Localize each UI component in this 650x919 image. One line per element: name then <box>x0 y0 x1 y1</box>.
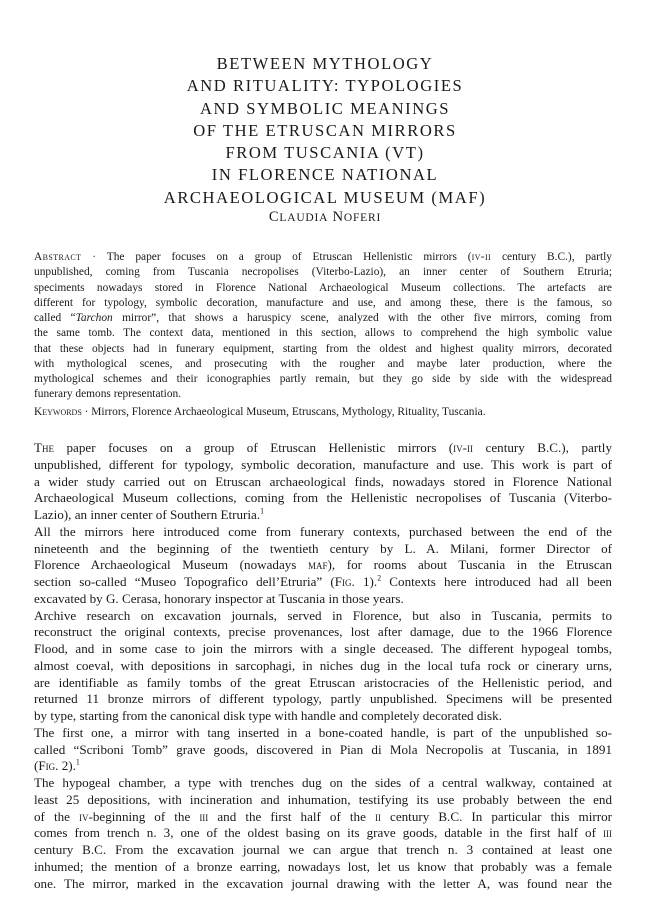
paragraph-line: century B.C. From the excavation journal we can argue that trench n. 3 contained at least one <box>34 842 612 857</box>
footnote-marker: 1 <box>75 757 80 767</box>
footnote-marker: 1 <box>260 506 265 516</box>
paragraph-line: The paper focuses on a group of Etruscan Hellenistic mirrors (iv-ii century B.C.), partly <box>34 440 612 455</box>
title-line: FROM TUSCANIA (VT) <box>225 143 425 163</box>
paragraph-line: one. The mirror, marked in the excavation journal drawing with the letter A, was found near the <box>34 875 612 891</box>
footnote-marker: 2 <box>377 573 382 583</box>
abstract-line: unpublished, coming from Tuscania necropolises (Viterbo-Lazio), an inner center of Southern Etruria; <box>34 266 612 279</box>
paragraph-line: of the iv-beginning of the iii and the first half of the ii century B.C. In particular this mirror <box>34 808 612 824</box>
title-line: IN FLORENCE NATIONAL <box>211 165 439 185</box>
paragraph-line: The hypogeal chamber, a type with trenches dug on the sides of a central walkway, contained at <box>34 775 612 790</box>
title-line: AND SYMBOLIC MEANINGS <box>199 98 451 118</box>
abstract-line: that these objects had in funerary equipment, starting from the oldest and highest quality mirrors, decorated <box>34 342 612 355</box>
paragraph-line: comes from trench n. 3, one of the oldest basing on its grave goods, datable in the first half of iii <box>34 825 612 841</box>
abstract-line: the same tomb. The context data, mentioned in this section, allows to comprehend the high symbolic value <box>34 327 612 340</box>
abstract-line: with mythological scenes, and prosecuting with the rougher and maybe later production, where the <box>34 357 612 370</box>
title-line: ARCHAEOLOGICAL MUSEUM (MAF) <box>163 187 487 207</box>
paragraph-line: Archive research on excavation journals, served in Florence, but also in Tuscania, permits to <box>34 607 612 623</box>
abstract <box>34 250 612 403</box>
paragraph-line: by type, starting from the canonical disk type with handle and completely decorated disk. <box>34 708 502 723</box>
paper-title <box>0 53 650 209</box>
paragraph-line: reconstruct the original contexts, precise provenances, lost after damage, due to the 1966 Florence <box>34 624 612 640</box>
paragraph-line: are identifiable as family tombs of the great Etruscan aristocracies of the Hellenistic period, and <box>34 674 612 690</box>
paragraph-line: nineteenth and the beginning of the twentieth century by L. A. Milani, former Director of <box>34 540 612 556</box>
keywords: Keywords · Mirrors, Florence Archaeological Museum, Etruscans, Mythology, Rituality, Tuscania. <box>34 406 486 418</box>
paragraph-line: least 25 depositions, with incineration and inhumation, testifying its use probably between the end <box>34 791 612 807</box>
paragraph-line: returned 11 bronze mirrors of different typology, partly unpublished. Specimens will be presented <box>34 691 612 707</box>
paragraph-line: inhumed; the mention of a bronze earring, nowadays lost, let us know that probably was a female <box>34 858 612 874</box>
paragraph-line: almost coeval, with depositions in sarcophagi, in niches dug in the local tufa rock or cinerary urns, <box>34 657 612 673</box>
paragraph-line: section so-called “Museo Topografico dell’Etruria” (Fig. 1).$^2$ Contexts here introduced had all been <box>34 573 612 589</box>
keywords-list: Mirrors, Florence Archaeological Museum, Etruscans, Mythology, Rituality, Tuscania. <box>91 406 486 418</box>
paragraph-line: (Fig. 2).$^1$ <box>34 757 80 774</box>
abstract-label: Abstract <box>34 251 82 263</box>
abstract-line: Abstract · The paper focuses on a group of Etruscan Hellenistic mirrors (iv-ii century B.C.), partly <box>34 251 612 263</box>
paragraph-line: All the mirrors here introduced come from funerary contexts, purchased between the end of the <box>34 523 612 539</box>
paragraph-line: Archaeological Museum collections, coming from the Hellenistic necropolises of Tuscania (Viterbo- <box>34 490 612 506</box>
title-line: AND RITUALITY: TYPOLOGIES <box>186 76 464 96</box>
paragraph-line: a wider study carried out on Etruscan archaeological finds, nowadays stored in Florence National <box>34 473 612 489</box>
title-line: OF THE ETRUSCAN MIRRORS <box>193 120 457 140</box>
author-name: CLAUDIA NOFERI <box>268 209 382 225</box>
abstract-line: mythological schemes and their iconographies partly remain, but they go side by side with the widespread <box>34 373 612 385</box>
title-line: BETWEEN MYTHOLOGY <box>216 54 434 73</box>
abstract-line: different for typology, symbolic decoration, manufacture and use, and among these, there is the famous, so <box>34 296 612 309</box>
paragraph-line: The first one, a mirror with tang inserted in a bone-coated handle, is part of the unpublished so- <box>34 724 612 740</box>
paragraph-line: Flood, and in some case to join the mirrors with a single deceased. The different hypogeal tombs, <box>34 641 612 656</box>
body-text <box>34 440 612 892</box>
paragraph-line: unpublished, different for typology, symbolic decoration, manufacture and use. This work is part of <box>34 456 612 472</box>
paragraph-line: Florence Archaeological Museum (nowadays maf), for rooms about Tuscania in the Etruscan <box>34 557 612 573</box>
abstract-line: speciments nowadays stored in Florence National Archaeological Museum collections. The artefacts are <box>34 281 612 294</box>
paragraph-line: excavated by G. Cerasa, honorary inspector at Tuscania in those years. <box>34 590 404 606</box>
paragraph-line: Lazio), an inner center of Southern Etruria.$^1$ <box>34 506 265 522</box>
keywords-label: Keywords <box>34 406 82 418</box>
abstract-line: funerary demons representation. <box>34 388 182 401</box>
paragraph-line: called “Scriboni Tomb” grave goods, discovered in Pian di Mola Necropolis at Tuscania, in 1891 <box>34 741 612 757</box>
abstract-line: called “Tarchon mirror”, that shows a haruspicy scene, analyzed with the other five mirrors, coming from <box>34 312 612 324</box>
